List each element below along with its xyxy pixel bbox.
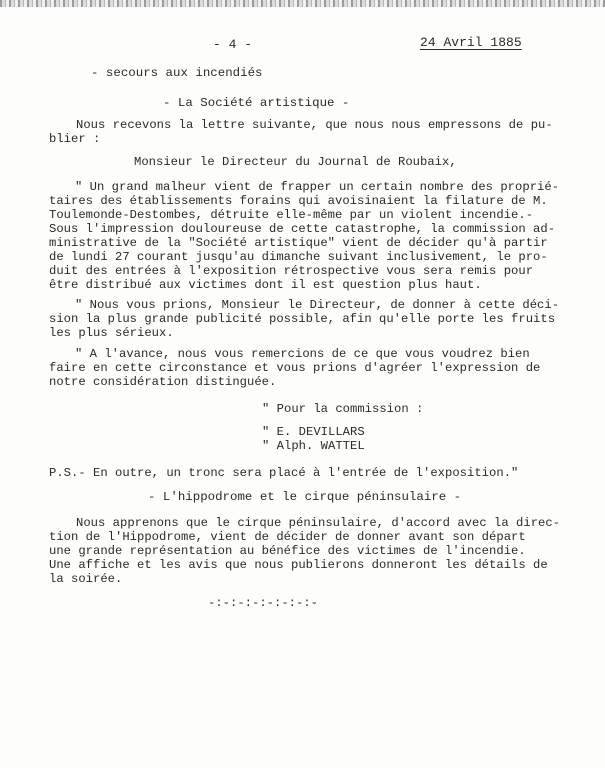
letter-p1-line: Sous l'impression douloureuse de cette catastrophe, la commission ad- bbox=[49, 222, 556, 236]
page-number: - 4 - bbox=[213, 37, 253, 52]
hippodrome-line: Nous apprenons que le cirque péninsulaire, d'accord avec la direc- bbox=[76, 516, 561, 530]
letter-p1-line: Toulemonde-Destombes, détruite elle-même par un violent incendie.- bbox=[49, 208, 534, 222]
letter-p3-line: " A l'avance, nous vous remercions de ce que vous voudrez bien bbox=[75, 347, 530, 361]
section-title-societe: - La Société artistique - bbox=[163, 96, 350, 110]
letter-p3-line: notre considération distinguée. bbox=[49, 375, 277, 389]
signature-commission: " Pour la commission : bbox=[262, 402, 424, 416]
letter-p1-line: duit des entrées à l'exposition rétrospective vous sera remis pour bbox=[49, 264, 534, 278]
letter-p1-line: " Un grand malheur vient de frapper un certain nombre des proprié- bbox=[75, 180, 560, 194]
signature-name: " E. DEVILLARS bbox=[262, 425, 365, 439]
document-date: 24 Avril 1885 bbox=[420, 35, 522, 50]
letter-p1-line: taires des établissements forains qui avoisinaient la filature de M. bbox=[49, 194, 548, 208]
section-separator: -:-:-:-:-:-:-:- bbox=[208, 596, 319, 610]
letter-p3-line: faire en cette circonstance et vous prions d'agréer l'expression de bbox=[49, 361, 541, 375]
signature-name: " Alph. WATTEL bbox=[262, 439, 365, 453]
hippodrome-line: tion de l'Hippodrome, vient de décider de donner avant son départ bbox=[49, 530, 526, 544]
section-title-secours: - secours aux incendiés bbox=[91, 66, 263, 80]
scan-edge-strip bbox=[0, 0, 605, 7]
letter-p1-line: ministrative de la "Société artistique" vient de décider qu'à partir bbox=[49, 236, 548, 250]
letter-p1-line: de lundi 27 courant jusqu'au dimanche suivant inclusivement, le pro- bbox=[49, 250, 548, 264]
letter-p2-line: les plus sérieux. bbox=[49, 326, 174, 340]
hippodrome-line: la soirée. bbox=[49, 572, 123, 586]
letter-p1-line: être distribué aux victimes dont il est question plus haut. bbox=[49, 278, 482, 292]
letter-p2-line: " Nous vous prions, Monsieur le Directeur, de donner à cette déci- bbox=[75, 298, 560, 312]
letter-salutation: Monsieur le Directeur du Journal de Roubaix, bbox=[134, 155, 457, 169]
intro-line: blier : bbox=[49, 132, 101, 146]
postscript: P.S.- En outre, un tronc sera placé à l'entrée de l'exposition." bbox=[49, 466, 519, 480]
section-title-hippodrome: - L'hippodrome et le cirque péninsulaire - bbox=[148, 490, 462, 504]
intro-line: Nous recevons la lettre suivante, que nous nous empressons de pu- bbox=[76, 118, 553, 132]
hippodrome-line: Une affiche et les avis que nous publierons donneront les détails de bbox=[49, 558, 548, 572]
hippodrome-line: une grande représentation au bénéfice des victimes de l'incendie. bbox=[49, 544, 526, 558]
letter-p2-line: sion la plus grande publicité possible, afin qu'elle porte les fruits bbox=[49, 312, 556, 326]
